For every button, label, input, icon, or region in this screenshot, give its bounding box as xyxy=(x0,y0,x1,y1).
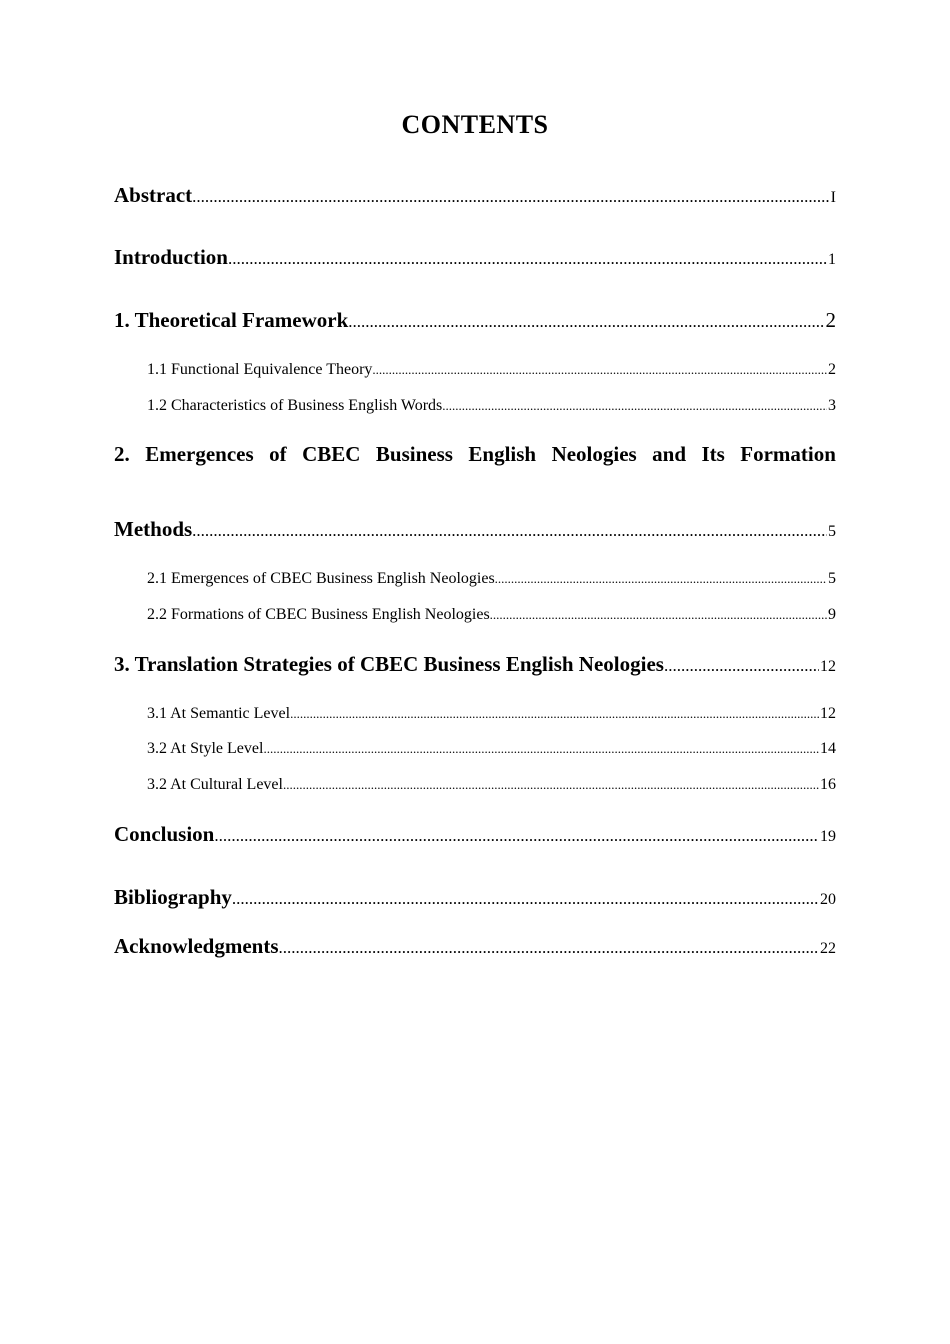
toc-word: Neologies xyxy=(551,442,637,466)
toc-page-number: 19 xyxy=(820,828,836,845)
toc-entry-section-3-3[interactable] xyxy=(147,776,836,794)
toc-entry-section-2-2[interactable] xyxy=(147,606,836,624)
toc-page-number: 16 xyxy=(820,776,836,793)
toc-word: Its xyxy=(701,442,725,466)
dot-leader xyxy=(192,521,827,541)
toc-entry-abstract[interactable] xyxy=(114,183,836,208)
toc-entry-section-3-1[interactable] xyxy=(147,705,836,723)
toc-page-number: I xyxy=(830,189,836,206)
toc-page-number: 2 xyxy=(825,308,836,332)
toc-entry-label: 1.2 Characteristics of Business English Words xyxy=(147,397,443,414)
toc-entry-acknowledgments[interactable] xyxy=(114,934,836,959)
toc-word: CBEC xyxy=(302,442,361,466)
toc-entry-label: 3.2 At Style Level xyxy=(147,740,264,757)
toc-page-number: 14 xyxy=(820,740,836,757)
toc-page-number: 12 xyxy=(820,658,836,675)
dot-leader xyxy=(232,889,819,909)
toc-word: Formation xyxy=(740,442,836,466)
toc-page-number: 1 xyxy=(828,251,836,268)
dot-leader xyxy=(192,187,830,207)
toc-entry-label: Acknowledgments xyxy=(114,934,279,958)
dot-leader xyxy=(263,741,819,757)
dot-leader xyxy=(348,312,824,332)
toc-word: Emergences xyxy=(145,442,254,466)
toc-word: of xyxy=(269,442,287,466)
toc-word: Business xyxy=(375,442,453,466)
toc-page-number: 22 xyxy=(820,940,836,957)
toc-entry-label: 3. Translation Strategies of CBEC Business English Neologies xyxy=(114,652,664,676)
toc-page-number: 2 xyxy=(828,361,836,378)
contents-title: CONTENTS xyxy=(401,110,549,139)
toc-entry-label: Abstract xyxy=(114,183,193,207)
toc-word: and xyxy=(652,442,687,466)
toc-entry-chapter-2-line-2[interactable] xyxy=(114,517,836,542)
dot-leader xyxy=(283,777,819,793)
dot-leader xyxy=(228,249,827,269)
toc-entry-label: Introduction xyxy=(114,245,228,269)
toc-entry-conclusion[interactable] xyxy=(114,822,836,847)
toc-entry-section-1-1[interactable] xyxy=(147,361,836,379)
toc-word: English xyxy=(468,442,537,466)
toc-entry-label: Conclusion xyxy=(114,822,215,846)
toc-entry-label: Bibliography xyxy=(114,885,232,909)
dot-leader xyxy=(290,706,819,722)
toc-page-number: 12 xyxy=(820,705,836,722)
toc-entry-bibliography[interactable] xyxy=(114,885,836,910)
toc-entry-label: 2.2 Formations of CBEC Business English Neologies xyxy=(147,606,490,623)
toc-entry-chapter-3[interactable] xyxy=(114,652,836,677)
toc-entry-label: Methods xyxy=(114,517,193,541)
dot-leader xyxy=(495,571,827,587)
dot-leader xyxy=(279,938,819,958)
dot-leader xyxy=(442,398,827,414)
toc-page-number: 5 xyxy=(828,523,836,540)
toc-entry-label: 2.1 Emergences of CBEC Business English Neologies xyxy=(147,570,495,587)
toc-entry-chapter-2-line-1[interactable] xyxy=(114,442,836,467)
dot-leader xyxy=(664,656,819,676)
toc-page-number: 9 xyxy=(828,606,836,623)
toc-entry-section-3-2[interactable] xyxy=(147,740,836,758)
dot-leader xyxy=(490,607,827,623)
toc-entry-chapter-1[interactable] xyxy=(114,308,836,333)
toc-entry-section-2-1[interactable] xyxy=(147,570,836,588)
toc-page-number: 3 xyxy=(828,397,836,414)
toc-entry-label: 1.1 Functional Equivalence Theory xyxy=(147,361,373,378)
toc-page-number: 5 xyxy=(828,570,836,587)
dot-leader xyxy=(372,362,827,378)
toc-word: 2. xyxy=(114,442,130,466)
dot-leader xyxy=(214,826,819,846)
toc-entry-label: 3.1 At Semantic Level xyxy=(147,705,291,722)
toc-entry-section-1-2[interactable] xyxy=(147,397,836,415)
toc-entry-label: 1. Theoretical Framework xyxy=(114,308,349,332)
toc-entry-label: 3.2 At Cultural Level xyxy=(147,776,283,793)
toc-entry-introduction[interactable] xyxy=(114,245,836,270)
toc-page-number: 20 xyxy=(820,891,836,908)
